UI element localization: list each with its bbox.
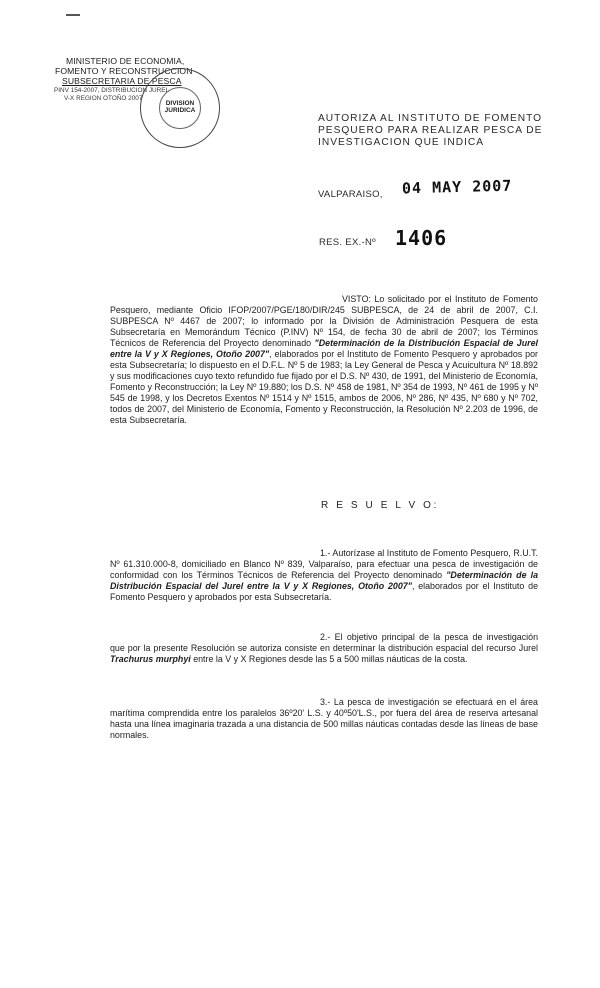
resolution-item-3: [110, 697, 538, 741]
item-2-text-1: El objetivo principal de la pesca de investigación que por la presente Resolución se autoriza consiste en determinar la distribución espacial del recurso Jurel: [110, 632, 538, 653]
item-3-number: 3.-: [320, 697, 331, 707]
item-2-text-2: entre la V y X Regiones desde las 5 a 500 millas náuticas de la costa.: [193, 654, 468, 664]
seal-line-2: JURIDICA: [164, 107, 196, 114]
item-1-text-1: Autorízase al Instituto de Fomento Pesquero, R.U.T. Nº 61.310.000-8, domiciliado en Blanco Nº 839, Valparaíso, para efectuar una pesca de investigación de conformidad con los Términos Técnicos de Referencia del Proyecto denominado: [110, 548, 538, 580]
region-reference: V-X REGION OTOÑO 2007: [64, 95, 143, 102]
seal-text: [160, 100, 200, 114]
place-label: VALPARAISO,: [318, 189, 383, 200]
res-label: RES. EX.-Nº: [319, 237, 376, 248]
visto-label: VISTO:: [342, 294, 371, 304]
top-mark: [66, 14, 80, 16]
visto-paragraph: [110, 294, 538, 426]
item-1-project-name: "Determinación de la Distribución Espacial del Jurel entre la V y X Regiones, Otoño 2007": [110, 570, 539, 591]
item-2-species: Trachurus murphyi: [110, 654, 191, 664]
resuelvo-heading: R E S U E L V O:: [321, 500, 439, 511]
ministry-line-1: MINISTERIO DE ECONOMIA,: [66, 56, 185, 66]
visto-project-name: "Determinación de la Distribución Espacial de Jurel entre la V y X Regiones, Otoño 2007": [110, 338, 538, 359]
resolution-item-2: [110, 632, 538, 665]
resolution-item-1: [110, 548, 538, 603]
item-2-number: 2.-: [320, 632, 331, 642]
item-3-text-1: La pesca de investigación se efectuará en el área marítima comprendida entre los paralelos 36º20' L.S. y 40º50'L.S., por fuera del área de reserva artesanal hasta una línea imaginaria trazada a una distancia de 500 millas náuticas contadas desde las líneas de base normales.: [110, 697, 538, 740]
pinv-reference: PINV 154-2007, DISTRIBUCION JUREL: [54, 87, 170, 94]
resolution-title: AUTORIZA AL INSTITUTO DE FOMENTO PESQUERO PARA REALIZAR PESCA DE INVESTIGACION QUE INDICA: [318, 113, 543, 148]
ministry-line-2: FOMENTO Y RECONSTRUCCION: [55, 66, 193, 76]
date-stamp: 04 MAY 2007: [401, 176, 513, 198]
visto-text-1: Lo solicitado por el Instituto de Fomento Pesquero, mediante Oficio IFOP/2007/PGE/180/DIR/245 SUBPESCA, de 24 de abril de 2007, C.I. SUBPESCA Nº 4467 de 2007; lo informado por la División de Administración Pesquera de esta Subsecretaría en Memorándum Técnico (P.INV) Nº 154, de fecha 30 de abril de 2007; los Términos Técnicos de Referencia del Proyecto denominado: [110, 294, 538, 348]
item-1-text-2: , elaborados por el Instituto de Fomento Pesquero y aprobados por esta Subsecretaría.: [110, 581, 538, 602]
seal-line-1: DIVISION: [165, 100, 195, 107]
res-number-stamp: 1406: [395, 226, 448, 250]
visto-text-2: , elaborados por el Instituto de Fomento Pesquero y aprobados por esta Subsecretaría; lo dispuesto en el D.F.L. Nº 5 de 1983; la Ley General de Pesca y Acuicultura Nº 18.892 y sus modificaciones cuyo texto refundido fue fijado por el D.S. Nº 430, de 1991, del Ministerio de Economía, Fomento y Reconstrucción; la Ley Nº 19.880; los D.S. Nº 458 de 1981, Nº 354 de 1993, Nº 461 de 1995 y Nº 545 de 1998, y los Decretos Exentos Nº 1514 y Nº 1515, ambos de 2006, Nº 286, Nº 435, Nº 680 y Nº 702, todos de 2007, del Ministerio de Economía, Fomento y Reconstrucción, la Resolución Nº 2.203 de 1996, de esta Subsecretaría.: [110, 349, 538, 425]
subsecretaria-line: SUBSECRETARIA DE PESCA: [62, 76, 182, 86]
item-1-number: 1.-: [320, 548, 331, 558]
